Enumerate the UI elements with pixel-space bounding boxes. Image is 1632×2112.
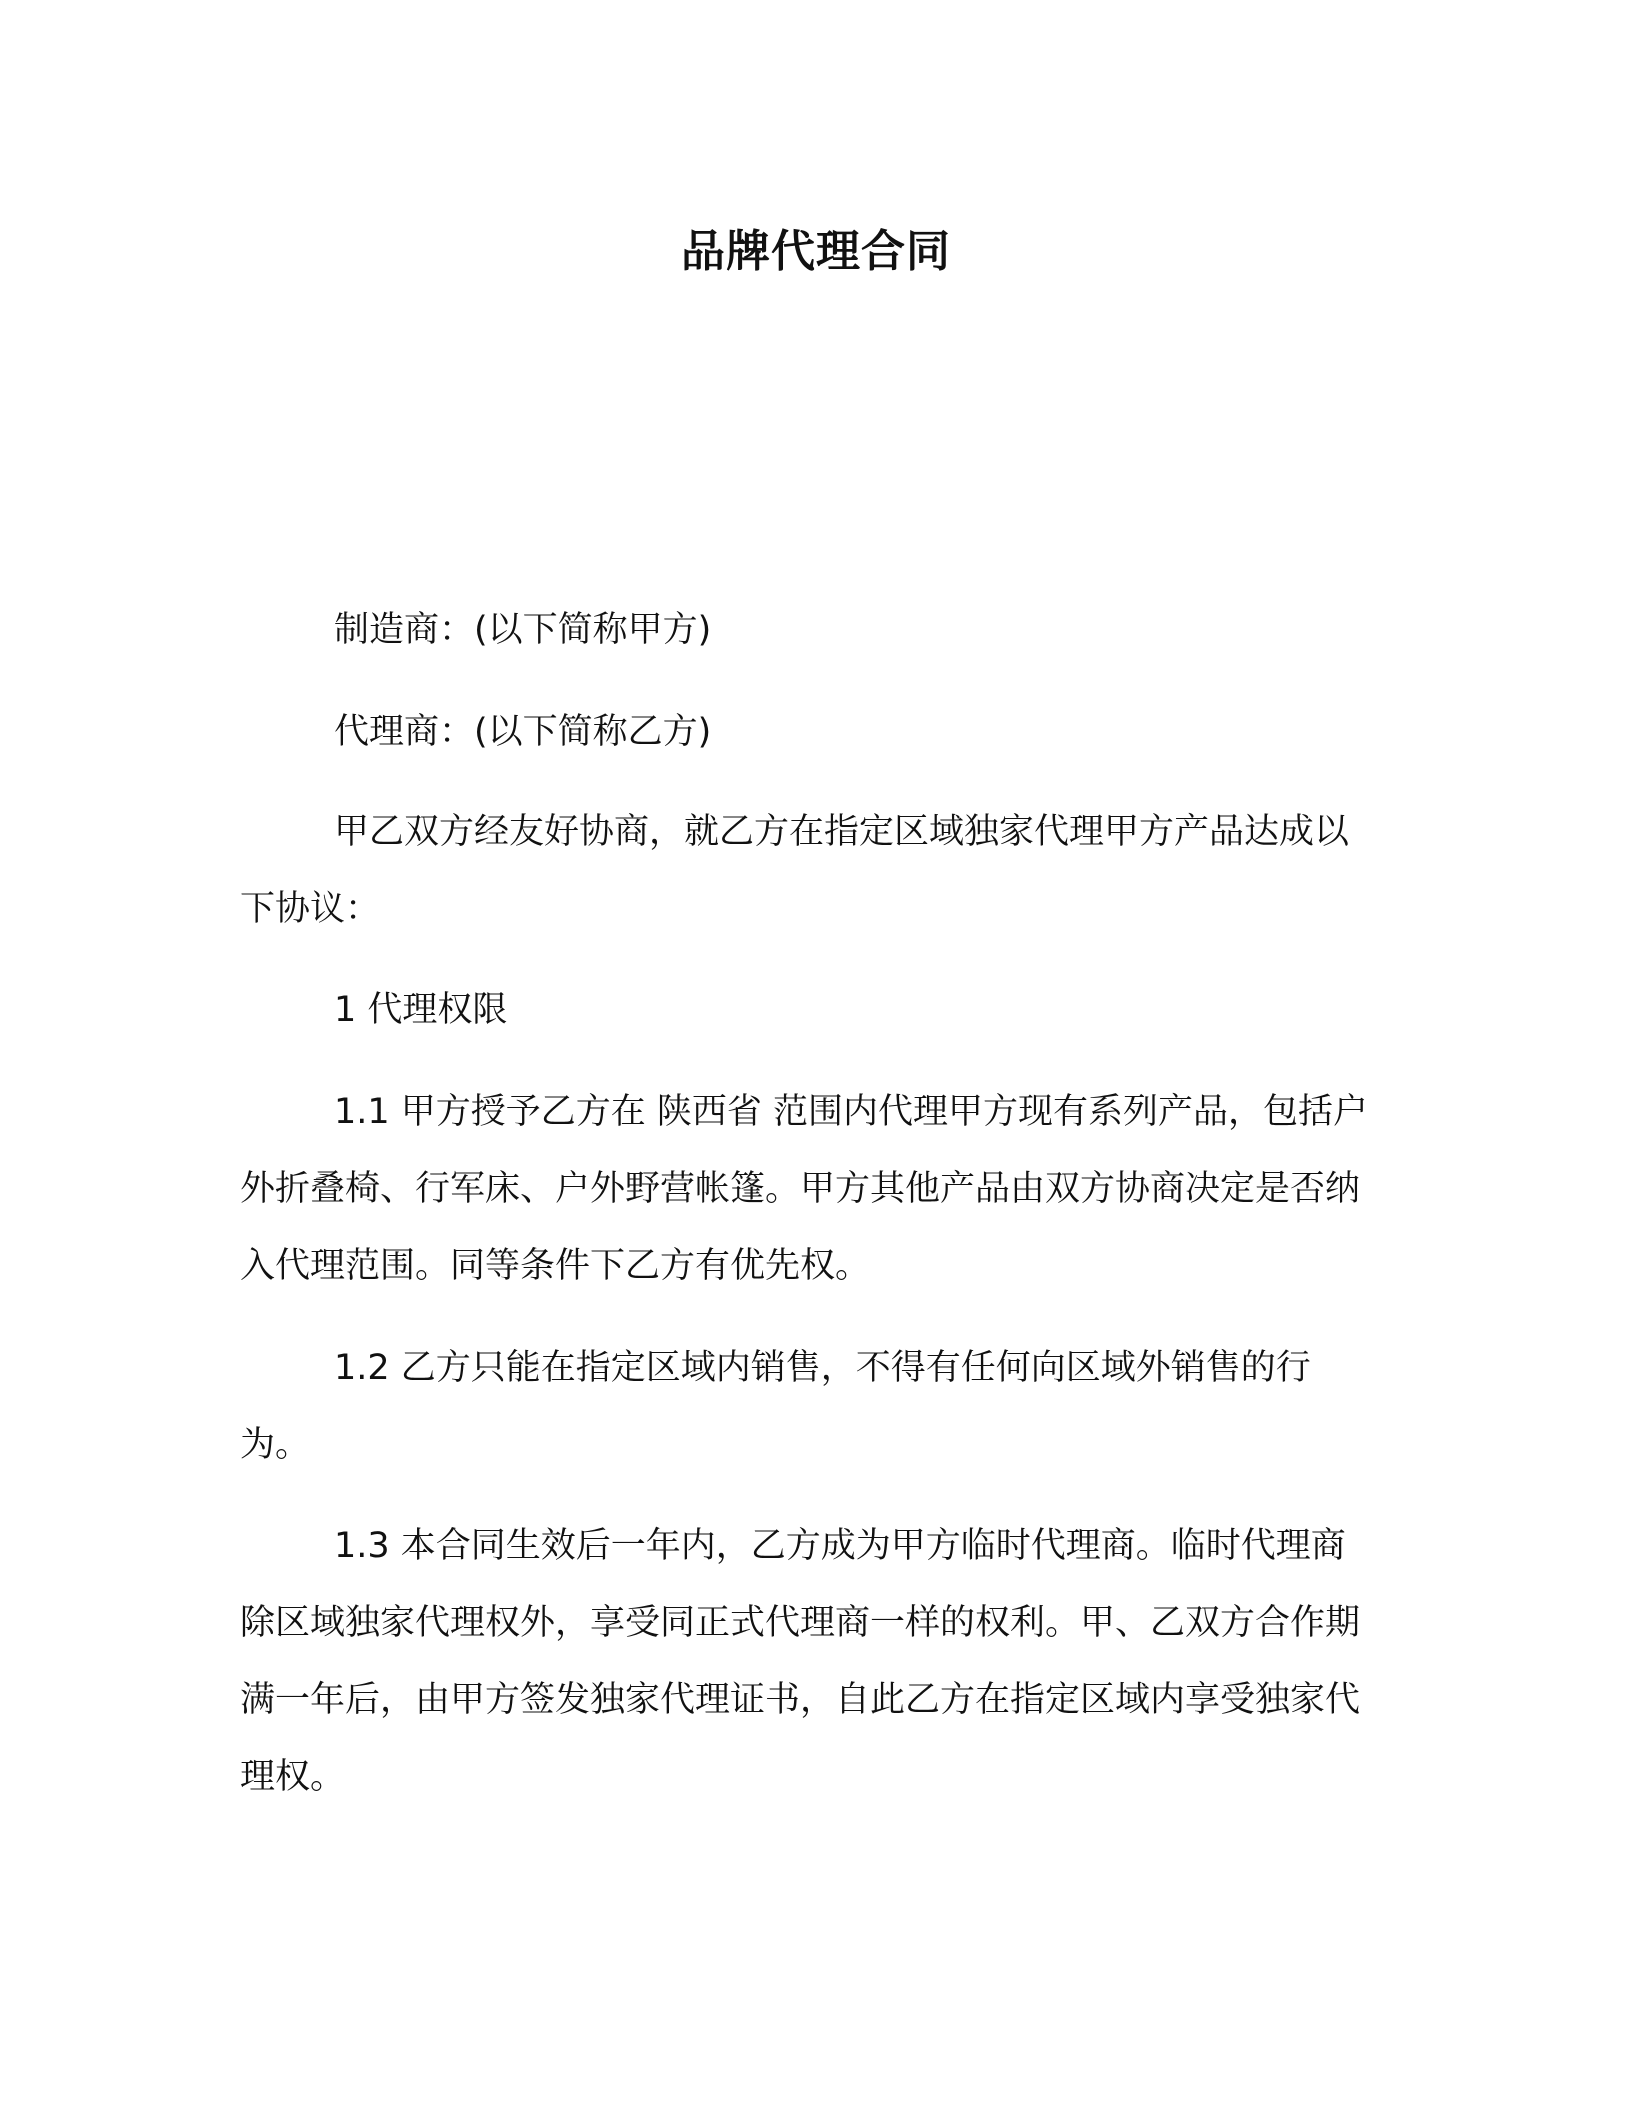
manufacturer-line: 制造商：(以下简称甲方) (334, 610, 712, 650)
section-heading-agency-rights: 1 代理权限 (334, 990, 508, 1030)
clause-1-1: 1.1 甲方授予乙方在 陕西省 范围内代理甲方现有系列产品，包括户外折叠椅、行军床、户外野营帐篷。甲方其他产品由双方协商决定是否纳入代理范围。同等条件下乙方有优先权。 (240, 1092, 1369, 1286)
agent-line: 代理商：(以下简称乙方) (334, 712, 712, 752)
clause-1-2: 1.2 乙方只能在指定区域内销售，不得有任何向区域外销售的行为。 (240, 1348, 1311, 1465)
clause-1-3: 1.3 本合同生效后一年内，乙方成为甲方临时代理商。临时代理商除区域独家代理权外，享受同正式代理商一样的权利。甲、乙双方合作期满一年后，由甲方签发独家代理证书，自此乙方在指定区域内享受独家代理权。 (240, 1526, 1361, 1797)
agreement-intro: 甲乙双方经友好协商，就乙方在指定区域独家代理甲方产品达成以下协议： (240, 812, 1350, 929)
document-title: 品牌代理合同 (681, 226, 951, 277)
